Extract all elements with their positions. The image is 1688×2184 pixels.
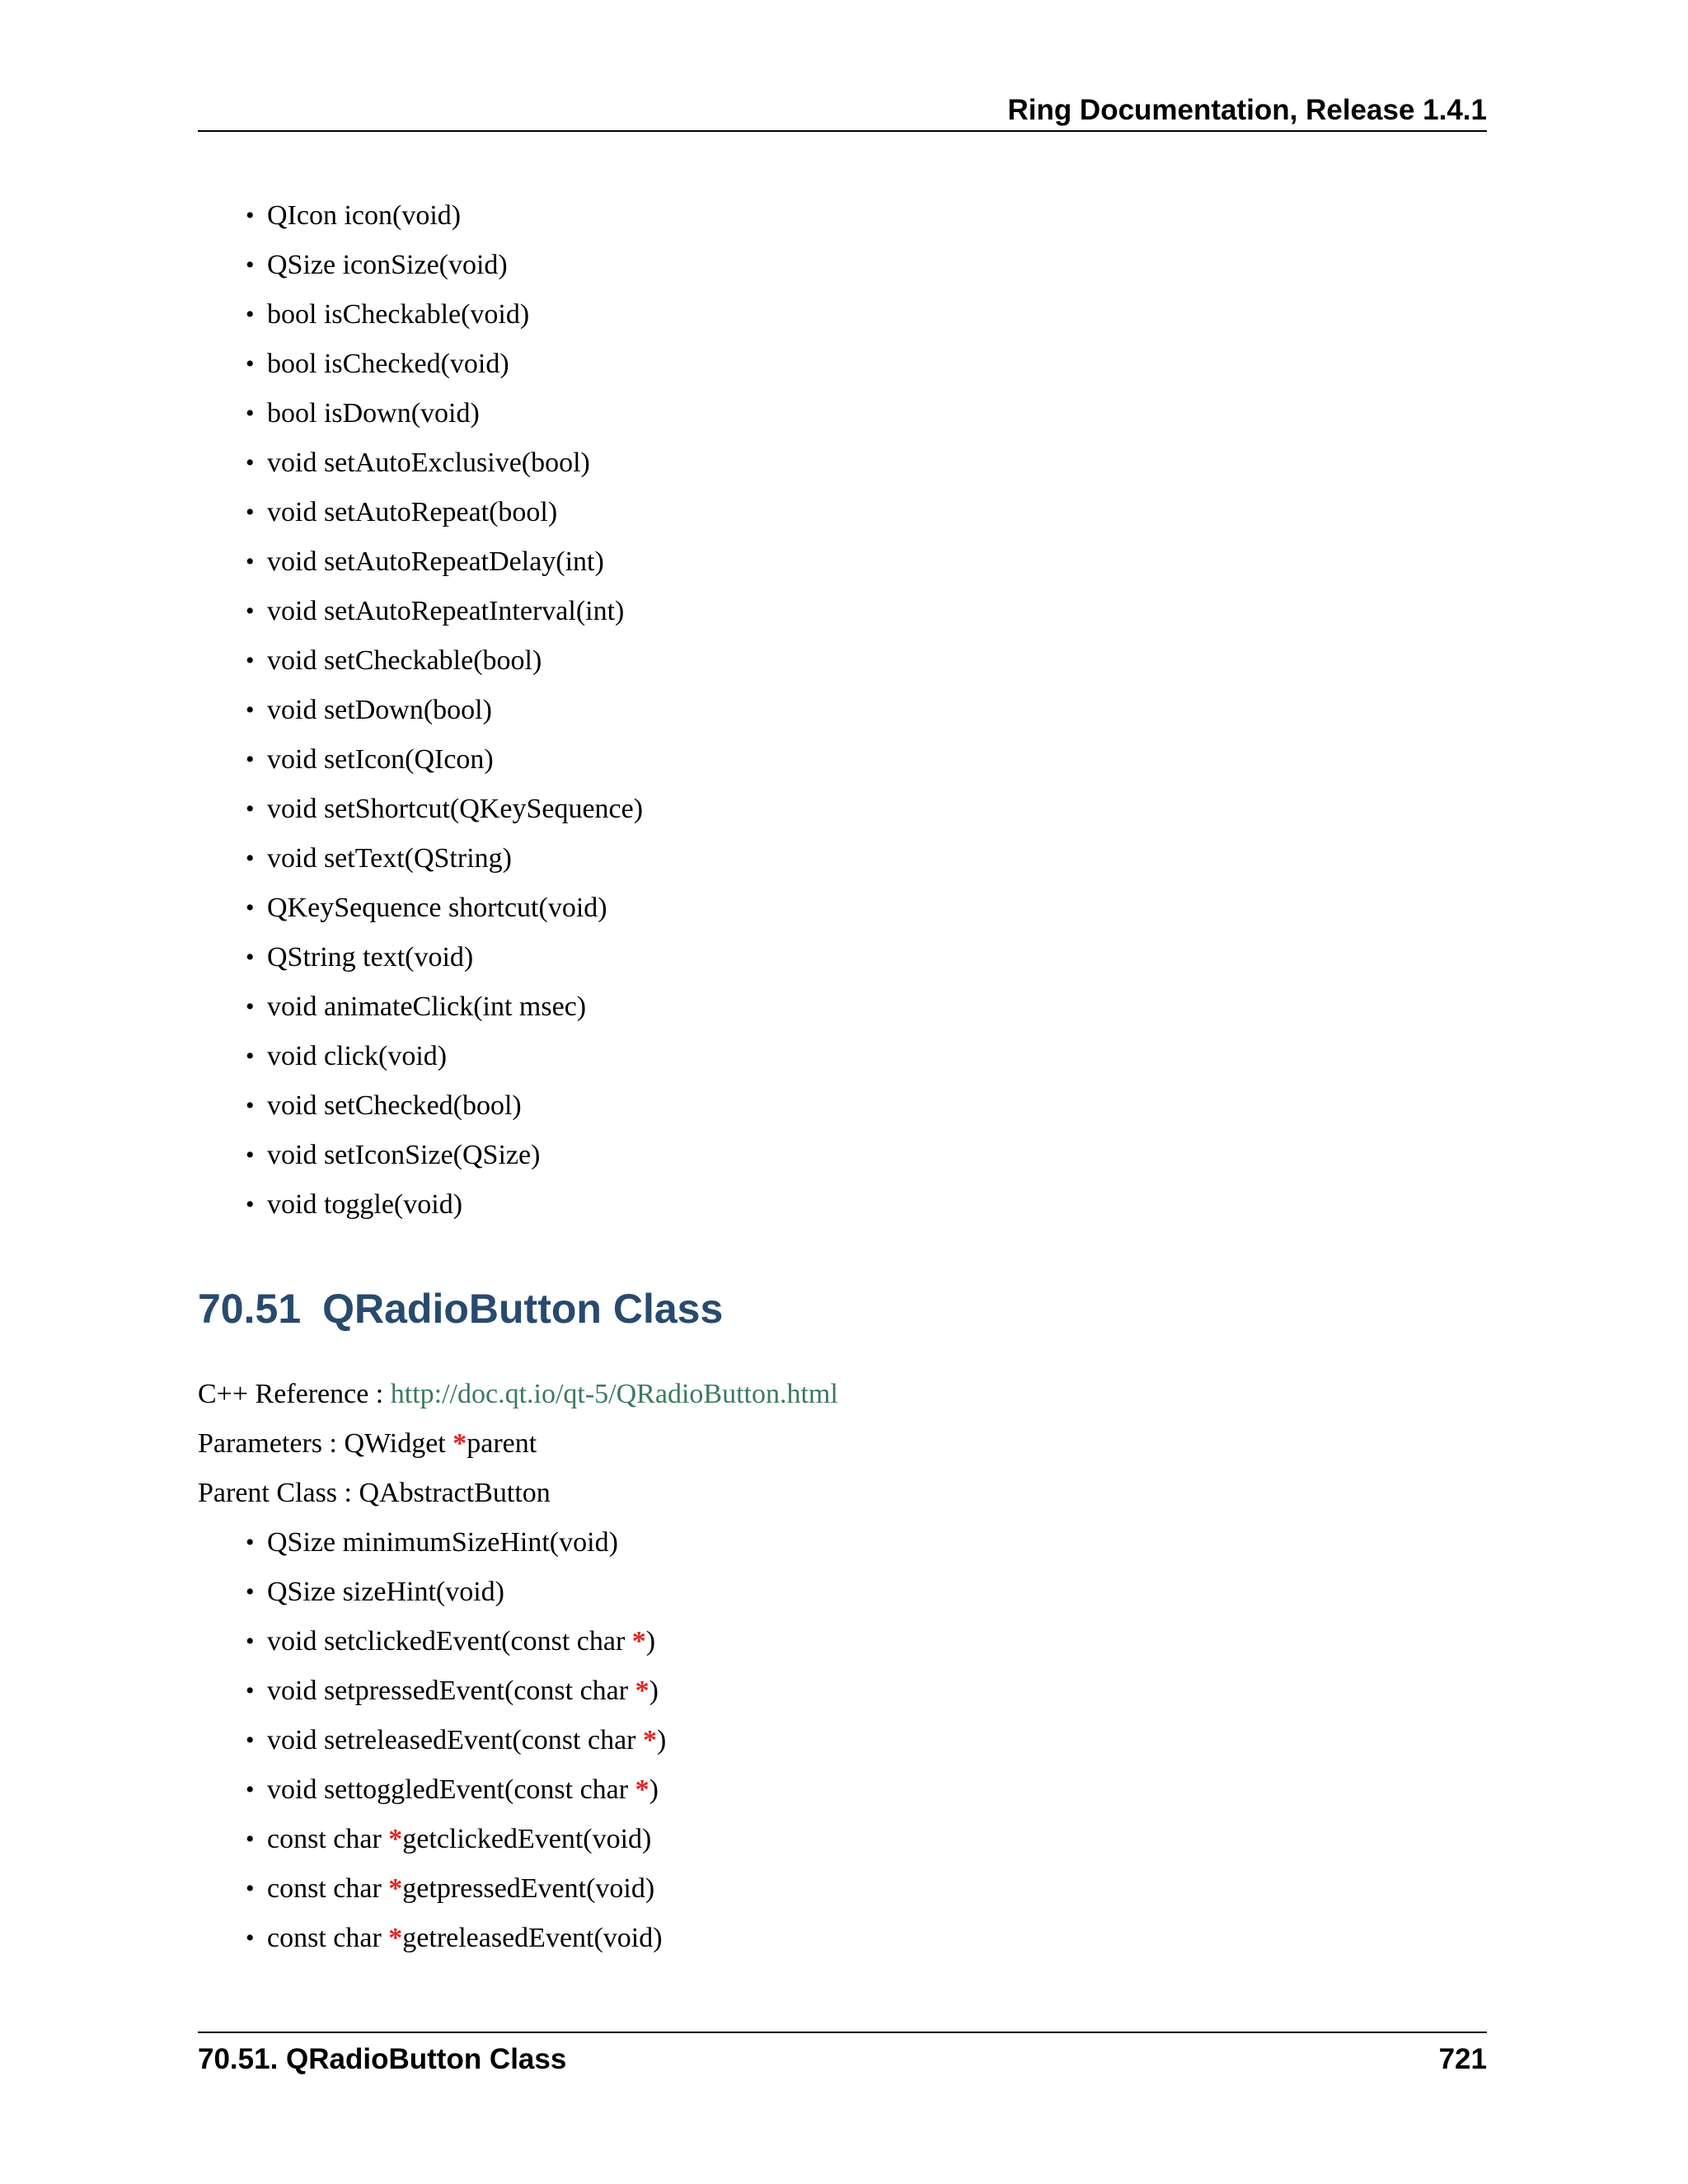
- bullet-icon: •: [246, 993, 255, 1020]
- footer-rule: [198, 2032, 1487, 2033]
- bullet-icon: •: [246, 894, 255, 921]
- method-signature: void setAutoRepeatDelay(int): [267, 546, 604, 577]
- method-signature: void click(void): [267, 1041, 448, 1071]
- bullet-icon: •: [246, 1141, 255, 1169]
- signature-part: void setpressedEvent(const char: [267, 1675, 635, 1706]
- method-signature: [267, 1617, 655, 1666]
- method-signature: [267, 1914, 663, 1963]
- signature-part: ): [645, 1626, 656, 1657]
- bullet-icon: •: [246, 548, 255, 575]
- running-header-title: Ring Documentation, Release 1.4.1: [1007, 94, 1487, 126]
- bullet-icon: •: [246, 1875, 255, 1902]
- method-signature: QSize iconSize(void): [267, 250, 508, 280]
- pointer-star: *: [635, 1675, 649, 1706]
- bullet-icon: •: [246, 1727, 255, 1754]
- method-signature: [267, 1518, 618, 1568]
- bullet-icon: •: [246, 449, 255, 476]
- signature-part: ): [656, 1725, 667, 1755]
- bullet-icon: •: [246, 499, 255, 526]
- pointer-star: *: [642, 1725, 657, 1755]
- method-signature: bool isCheckable(void): [267, 299, 530, 330]
- section-heading: [198, 1280, 723, 1338]
- cpp-reference-label: C++ Reference :: [198, 1379, 391, 1409]
- bullet-icon: •: [246, 202, 255, 229]
- signature-part: getpressedEvent(void): [402, 1873, 655, 1904]
- signature-part: void setclickedEvent(const char: [267, 1626, 632, 1657]
- bullet-icon: •: [246, 647, 255, 674]
- parameters-name: parent: [467, 1428, 537, 1459]
- parameters-line: [198, 1419, 537, 1469]
- cpp-reference-link[interactable]: http://doc.qt.io/qt-5/QRadioButton.html: [390, 1379, 838, 1409]
- bullet-icon: •: [246, 1825, 255, 1853]
- method-signature: [267, 1666, 659, 1716]
- pointer-star: *: [388, 1923, 403, 1953]
- method-signature: void setCheckable(bool): [267, 645, 542, 676]
- method-signature: [267, 1765, 659, 1815]
- signature-part: QSize minimumSizeHint(void): [267, 1527, 618, 1558]
- page-number: 721: [1438, 2043, 1487, 2075]
- signature-part: ): [649, 1774, 659, 1805]
- parameters-label: Parameters : QWidget: [198, 1428, 453, 1459]
- bullet-icon: •: [246, 1529, 255, 1556]
- bullet-icon: •: [246, 350, 255, 377]
- signature-part: getclickedEvent(void): [402, 1824, 652, 1854]
- signature-part: void settoggledEvent(const char: [267, 1774, 635, 1805]
- pointer-star: *: [635, 1774, 649, 1805]
- method-signature: void animateClick(int msec): [267, 991, 587, 1022]
- bullet-icon: •: [246, 251, 255, 279]
- bullet-icon: •: [246, 400, 255, 427]
- cpp-reference-line: [198, 1370, 838, 1419]
- pointer-star: *: [388, 1824, 403, 1854]
- pointer-star: *: [452, 1428, 467, 1459]
- bullet-icon: •: [246, 1191, 255, 1218]
- bullet-icon: •: [246, 944, 255, 971]
- bullet-icon: •: [246, 1628, 255, 1655]
- bullet-icon: •: [246, 1677, 255, 1704]
- footer-section-label: 70.51. QRadioButton Class: [198, 2043, 567, 2075]
- bullet-icon: •: [246, 1776, 255, 1803]
- method-signature: void setAutoRepeat(bool): [267, 497, 558, 527]
- header-rule: [198, 130, 1487, 132]
- method-signature: void setIconSize(QSize): [267, 1140, 541, 1170]
- signature-part: getreleasedEvent(void): [402, 1923, 663, 1953]
- method-signature: void setAutoRepeatInterval(int): [267, 596, 625, 626]
- method-signature: [267, 1568, 504, 1617]
- method-signature: void setAutoExclusive(bool): [267, 448, 590, 478]
- method-signature: void setDown(bool): [267, 695, 492, 725]
- method-signature: bool isChecked(void): [267, 349, 509, 379]
- method-signature: QKeySequence shortcut(void): [267, 893, 607, 923]
- signature-part: const char: [267, 1923, 389, 1953]
- method-signature: [267, 1864, 654, 1914]
- bullet-icon: •: [246, 1578, 255, 1605]
- method-signature: void setText(QString): [267, 843, 512, 874]
- bullet-icon: •: [246, 301, 255, 328]
- bullet-icon: •: [246, 1043, 255, 1070]
- bullet-icon: •: [246, 598, 255, 625]
- signature-part: void setreleasedEvent(const char: [267, 1725, 643, 1755]
- signature-part: QSize sizeHint(void): [267, 1577, 504, 1607]
- signature-part: const char: [267, 1824, 389, 1854]
- method-signature: void setIcon(QIcon): [267, 744, 494, 775]
- method-signature: [267, 1716, 666, 1765]
- bullet-icon: •: [246, 845, 255, 872]
- pointer-star: *: [631, 1626, 646, 1657]
- section-title: QRadioButton Class: [322, 1286, 724, 1332]
- parent-class-line: Parent Class : QAbstractButton: [198, 1478, 551, 1508]
- pointer-star: *: [388, 1873, 403, 1904]
- bullet-icon: •: [246, 1924, 255, 1952]
- section-number: 70.51: [198, 1286, 302, 1332]
- signature-part: ): [649, 1675, 659, 1706]
- bullet-icon: •: [246, 795, 255, 823]
- method-signature: void setChecked(bool): [267, 1090, 522, 1121]
- method-signature: void toggle(void): [267, 1189, 463, 1220]
- method-signature: QIcon icon(void): [267, 200, 462, 231]
- method-signature: QString text(void): [267, 942, 474, 972]
- method-signature: bool isDown(void): [267, 398, 480, 429]
- signature-part: const char: [267, 1873, 389, 1904]
- bullet-icon: •: [246, 696, 255, 724]
- method-signature: void setShortcut(QKeySequence): [267, 794, 644, 824]
- bullet-icon: •: [246, 746, 255, 773]
- method-signature: [267, 1815, 651, 1864]
- bullet-icon: •: [246, 1092, 255, 1119]
